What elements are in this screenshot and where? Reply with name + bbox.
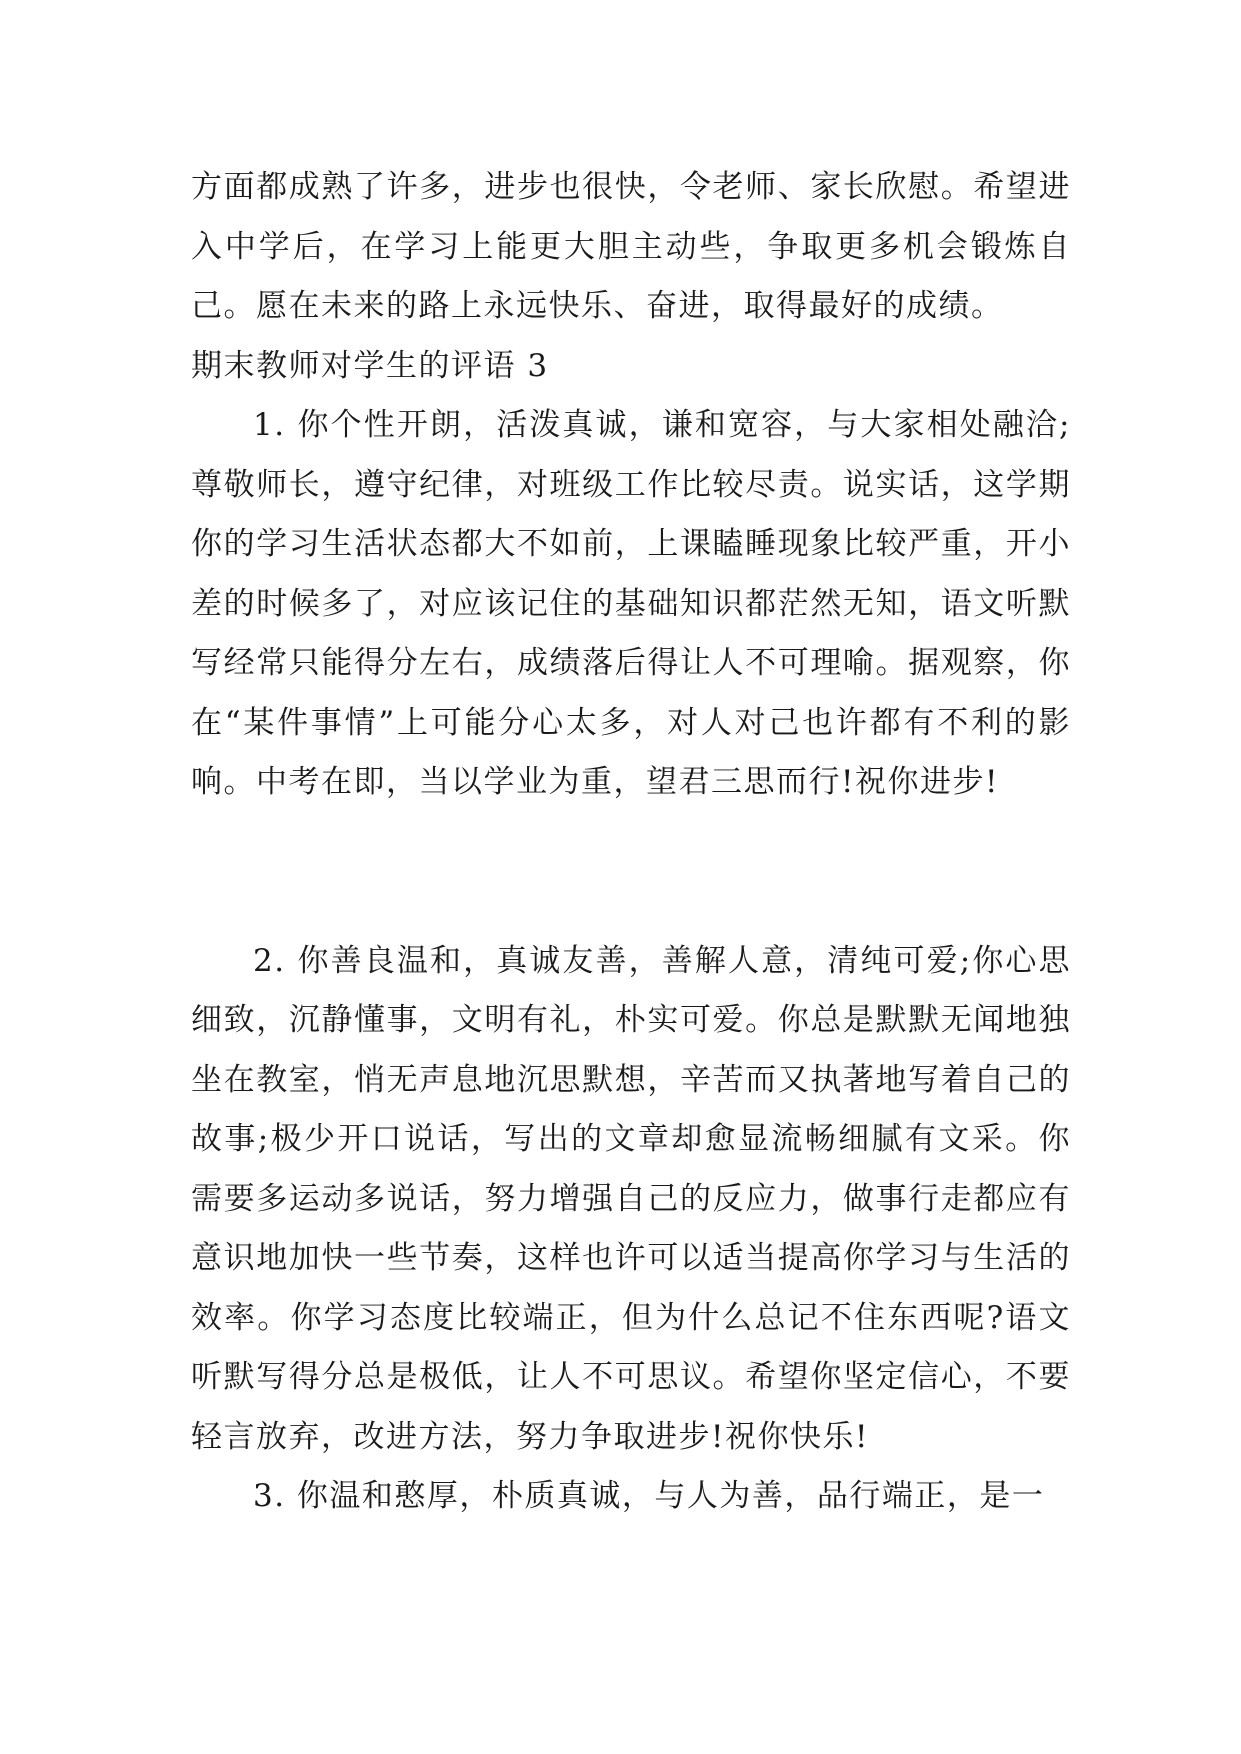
comment-paragraph-3: 3. 你温和憨厚，朴质真诚，与人为善，品行端正，是一 bbox=[253, 1478, 1045, 1514]
section-title: 期末教师对学生的评语 3 bbox=[191, 347, 549, 384]
comment-paragraph-2: 2. 你善良温和，真诚友善，善解人意，清纯可爱;你心思细致，沉静懂事，文明有礼，朴实可爱。你总是默默无闻地独坐在教室，悄无声息地沉思默想，辛苦而又执著地写着自己的故事;极少开口说话，写出的文章却愈显流畅细腻有文采。你需要多运动多说话，努力增强自己的反应力，做事行走都应有意识地加快一些节奏，这样也许可以适当提高你学习与生活的效率。你学习态度比较端正，但为什么总记不住东西呢?语文听默写得分总是极低，让人不可思议。希望你坚定信心，不要轻言放弃，改进方法，努力争取进步!祝你快乐! bbox=[191, 942, 1071, 1455]
intro-continuation-paragraph: 方面都成熟了许多，进步也很快，令老师、家长欣慰。希望进入中学后，在学习上能更大胆主动些，争取更多机会锻炼自己。愿在未来的路上永远快乐、奋进，取得最好的成绩。 bbox=[191, 169, 1071, 324]
comment-paragraph-1: 1. 你个性开朗，活泼真诚，谦和宽容，与大家相处融洽;尊敬师长，遵守纪律，对班级工作比较尽责。说实话，这学期你的学习生活状态都大不如前，上课瞌睡现象比较严重，开小差的时候多了，对应该记住的基础知识都茫然无知，语文听默写经常只能得分左右，成绩落后得让人不可理喻。据观察，你在“某件事情”上可能分心太多，对人对己也许都有不利的影响。中考在即，当以学业为重，望君三思而行!祝你进步! bbox=[191, 407, 1071, 800]
paragraph-spacer bbox=[191, 813, 1071, 932]
document-body bbox=[191, 158, 1071, 1527]
